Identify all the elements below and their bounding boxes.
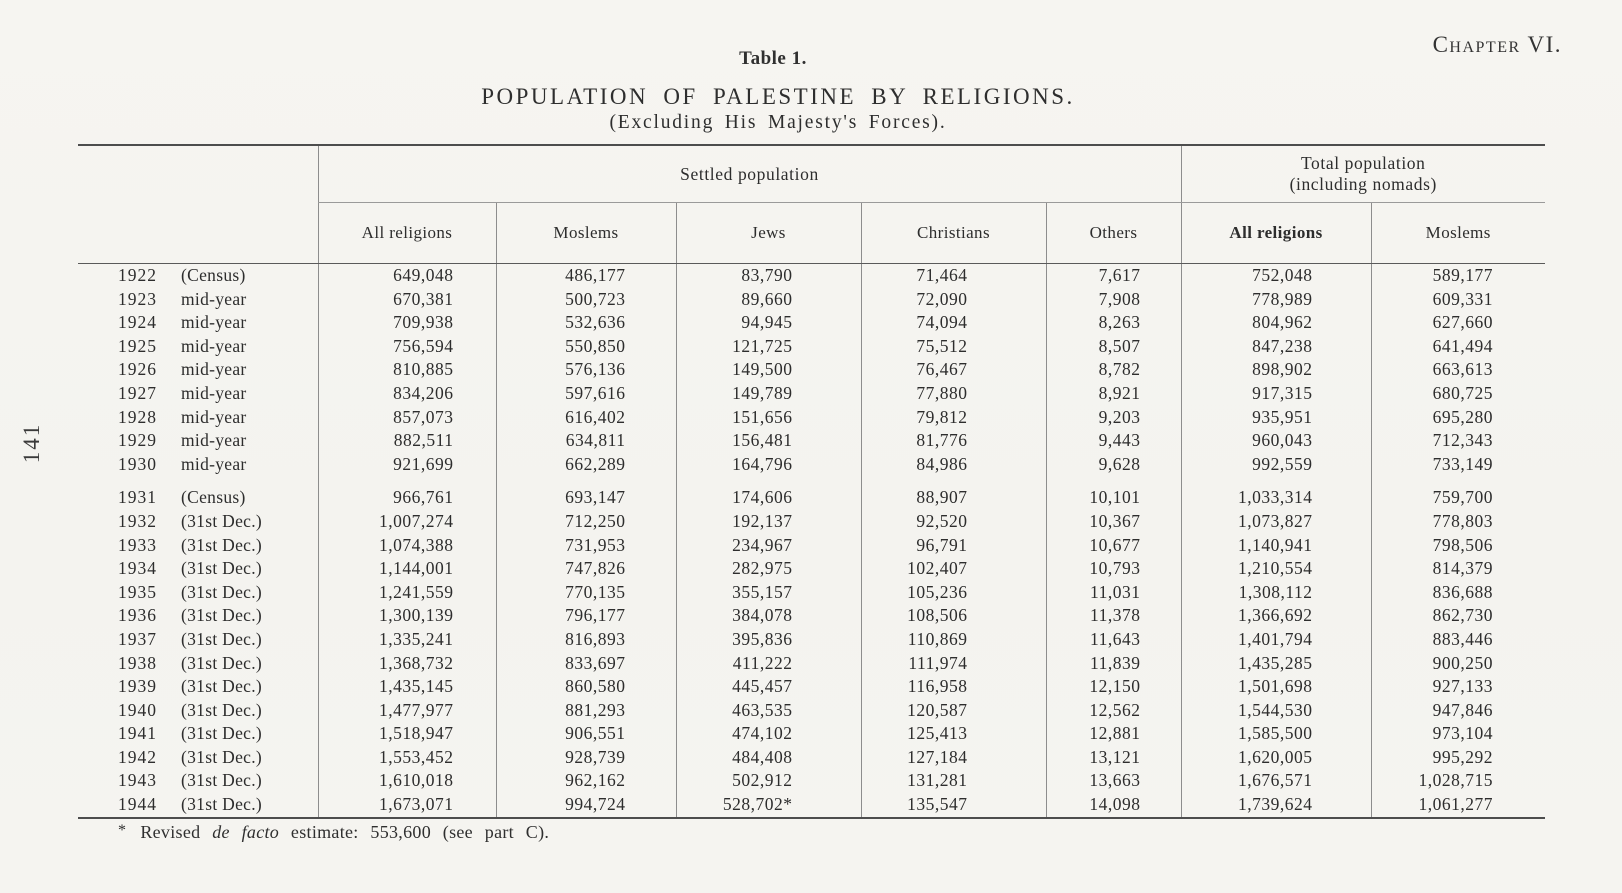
value-cell: 9,443 bbox=[1046, 429, 1181, 453]
value-cell: 94,945 bbox=[676, 311, 861, 335]
value-cell: 1,544,530 bbox=[1181, 699, 1371, 723]
value-cell: 712,250 bbox=[496, 510, 676, 534]
value-cell: 135,547 bbox=[861, 793, 1046, 818]
year-label: 1936 bbox=[118, 605, 157, 626]
value-cell: 695,280 bbox=[1371, 406, 1545, 430]
population-table bbox=[78, 144, 1545, 819]
value-cell: 10,793 bbox=[1046, 557, 1181, 581]
table-row bbox=[78, 534, 1545, 558]
year-label: 1935 bbox=[118, 581, 157, 602]
year-note: (31st Dec.) bbox=[181, 652, 263, 673]
value-cell: 759,700 bbox=[1371, 476, 1545, 510]
value-cell: 9,203 bbox=[1046, 406, 1181, 430]
value-cell: 857,073 bbox=[318, 406, 496, 430]
chapter-heading: Chapter VI. bbox=[1432, 32, 1562, 57]
value-cell: 8,782 bbox=[1046, 358, 1181, 382]
value-cell: 12,150 bbox=[1046, 675, 1181, 699]
year-label: 1923 bbox=[118, 288, 157, 309]
value-cell: 1,140,941 bbox=[1181, 534, 1371, 558]
year-label: 1922 bbox=[118, 265, 157, 285]
value-cell: 589,177 bbox=[1371, 264, 1545, 288]
page-number: 141 bbox=[19, 422, 44, 464]
value-cell: 11,031 bbox=[1046, 581, 1181, 605]
value-cell: 995,292 bbox=[1371, 746, 1545, 770]
value-cell: 121,725 bbox=[676, 335, 861, 359]
value-cell: 105,236 bbox=[861, 581, 1046, 605]
year-cell bbox=[78, 604, 318, 628]
value-cell: 662,289 bbox=[496, 453, 676, 477]
column-header-settled-moslems: Moslems bbox=[496, 203, 676, 264]
value-cell: 164,796 bbox=[676, 453, 861, 477]
value-cell: 1,028,715 bbox=[1371, 769, 1545, 793]
value-cell: 947,846 bbox=[1371, 699, 1545, 723]
value-cell: 11,839 bbox=[1046, 652, 1181, 676]
value-cell: 532,636 bbox=[496, 311, 676, 335]
value-cell: 89,660 bbox=[676, 288, 861, 312]
year-cell bbox=[78, 699, 318, 723]
settled-population-group-header: Settled population bbox=[318, 145, 1181, 203]
value-cell: 804,962 bbox=[1181, 311, 1371, 335]
value-cell: 76,467 bbox=[861, 358, 1046, 382]
value-cell: 994,724 bbox=[496, 793, 676, 818]
value-cell: 13,663 bbox=[1046, 769, 1181, 793]
year-cell bbox=[78, 746, 318, 770]
value-cell: 192,137 bbox=[676, 510, 861, 534]
asterisk-footnote-marker: * bbox=[118, 822, 127, 839]
table-row bbox=[78, 604, 1545, 628]
year-note: mid-year bbox=[181, 312, 247, 333]
year-cell bbox=[78, 793, 318, 818]
year-note: (31st Dec.) bbox=[181, 605, 263, 626]
year-label: 1943 bbox=[118, 770, 157, 791]
value-cell: 120,587 bbox=[861, 699, 1046, 723]
value-cell: 627,660 bbox=[1371, 311, 1545, 335]
value-cell: 712,343 bbox=[1371, 429, 1545, 453]
year-cell bbox=[78, 534, 318, 558]
year-label: 1942 bbox=[118, 746, 157, 767]
value-cell: 906,551 bbox=[496, 722, 676, 746]
value-cell: 77,880 bbox=[861, 382, 1046, 406]
table-row bbox=[78, 675, 1545, 699]
value-cell: 935,951 bbox=[1181, 406, 1371, 430]
year-cell bbox=[78, 406, 318, 430]
value-cell: 798,506 bbox=[1371, 534, 1545, 558]
value-cell: 8,921 bbox=[1046, 382, 1181, 406]
value-cell: 649,048 bbox=[318, 264, 496, 288]
value-cell: 834,206 bbox=[318, 382, 496, 406]
value-cell: 917,315 bbox=[1181, 382, 1371, 406]
value-cell: 731,953 bbox=[496, 534, 676, 558]
value-cell: 149,500 bbox=[676, 358, 861, 382]
year-cell bbox=[78, 581, 318, 605]
value-cell: 796,177 bbox=[496, 604, 676, 628]
value-cell: 131,281 bbox=[861, 769, 1046, 793]
value-cell: 1,033,314 bbox=[1181, 476, 1371, 510]
value-cell: 12,562 bbox=[1046, 699, 1181, 723]
year-cell bbox=[78, 264, 318, 288]
year-label: 1932 bbox=[118, 510, 157, 531]
value-cell: 1,335,241 bbox=[318, 628, 496, 652]
footnote-italic-text: de facto bbox=[212, 822, 280, 842]
value-cell: 463,535 bbox=[676, 699, 861, 723]
year-note: mid-year bbox=[181, 288, 247, 309]
table-row bbox=[78, 264, 1545, 288]
value-cell: 756,594 bbox=[318, 335, 496, 359]
value-cell: 847,238 bbox=[1181, 335, 1371, 359]
year-label: 1925 bbox=[118, 335, 157, 356]
year-note: (31st Dec.) bbox=[181, 770, 263, 791]
value-cell: 860,580 bbox=[496, 675, 676, 699]
value-cell: 1,366,692 bbox=[1181, 604, 1371, 628]
year-cell bbox=[78, 358, 318, 382]
value-cell: 1,553,452 bbox=[318, 746, 496, 770]
column-header-settled-christians: Christians bbox=[861, 203, 1046, 264]
value-cell: 778,989 bbox=[1181, 288, 1371, 312]
year-note: (31st Dec.) bbox=[181, 723, 263, 744]
value-cell: 83,790 bbox=[676, 264, 861, 288]
value-cell: 12,881 bbox=[1046, 722, 1181, 746]
year-cell bbox=[78, 628, 318, 652]
column-header-settled-all-religions: All religions bbox=[318, 203, 496, 264]
value-cell: 528,702* bbox=[676, 793, 861, 818]
year-cell bbox=[78, 722, 318, 746]
value-cell: 111,974 bbox=[861, 652, 1046, 676]
year-label: 1928 bbox=[118, 406, 157, 427]
value-cell: 11,378 bbox=[1046, 604, 1181, 628]
value-cell: 355,157 bbox=[676, 581, 861, 605]
value-cell: 10,677 bbox=[1046, 534, 1181, 558]
value-cell: 1,676,571 bbox=[1181, 769, 1371, 793]
value-cell: 125,413 bbox=[861, 722, 1046, 746]
value-cell: 1,241,559 bbox=[318, 581, 496, 605]
table-row bbox=[78, 288, 1545, 312]
year-label: 1930 bbox=[118, 453, 157, 474]
value-cell: 1,435,285 bbox=[1181, 652, 1371, 676]
value-cell: 486,177 bbox=[496, 264, 676, 288]
value-cell: 10,101 bbox=[1046, 476, 1181, 510]
value-cell: 634,811 bbox=[496, 429, 676, 453]
table-row bbox=[78, 335, 1545, 359]
year-label: 1924 bbox=[118, 312, 157, 333]
value-cell: 670,381 bbox=[318, 288, 496, 312]
value-cell: 411,222 bbox=[676, 652, 861, 676]
year-label: 1931 bbox=[118, 487, 157, 508]
value-cell: 778,803 bbox=[1371, 510, 1545, 534]
table-row bbox=[78, 406, 1545, 430]
value-cell: 1,477,977 bbox=[318, 699, 496, 723]
year-label: 1927 bbox=[118, 382, 157, 403]
table-row bbox=[78, 722, 1545, 746]
total-population-line2: (including nomads) bbox=[1289, 174, 1437, 194]
value-cell: 9,628 bbox=[1046, 453, 1181, 477]
value-cell: 921,699 bbox=[318, 453, 496, 477]
year-note: (31st Dec.) bbox=[181, 510, 263, 531]
value-cell: 88,907 bbox=[861, 476, 1046, 510]
table-row bbox=[78, 311, 1545, 335]
value-cell: 709,938 bbox=[318, 311, 496, 335]
year-label: 1938 bbox=[118, 652, 157, 673]
value-cell: 1,144,001 bbox=[318, 557, 496, 581]
year-note: (31st Dec.) bbox=[181, 581, 263, 602]
footnote bbox=[118, 822, 549, 843]
table-row bbox=[78, 652, 1545, 676]
value-cell: 79,812 bbox=[861, 406, 1046, 430]
year-note: mid-year bbox=[181, 406, 247, 427]
table-row bbox=[78, 581, 1545, 605]
value-cell: 616,402 bbox=[496, 406, 676, 430]
value-cell: 641,494 bbox=[1371, 335, 1545, 359]
year-note: (31st Dec.) bbox=[181, 794, 263, 815]
year-label: 1929 bbox=[118, 430, 157, 451]
value-cell: 1,073,827 bbox=[1181, 510, 1371, 534]
value-cell: 770,135 bbox=[496, 581, 676, 605]
year-label: 1939 bbox=[118, 676, 157, 697]
year-cell bbox=[78, 453, 318, 477]
value-cell: 1,673,071 bbox=[318, 793, 496, 818]
year-note: (31st Dec.) bbox=[181, 676, 263, 697]
value-cell: 816,893 bbox=[496, 628, 676, 652]
value-cell: 151,656 bbox=[676, 406, 861, 430]
value-cell: 900,250 bbox=[1371, 652, 1545, 676]
table-row bbox=[78, 510, 1545, 534]
value-cell: 395,836 bbox=[676, 628, 861, 652]
value-cell: 1,061,277 bbox=[1371, 793, 1545, 818]
value-cell: 881,293 bbox=[496, 699, 676, 723]
table-row bbox=[78, 453, 1545, 477]
value-cell: 474,102 bbox=[676, 722, 861, 746]
value-cell: 11,643 bbox=[1046, 628, 1181, 652]
value-cell: 927,133 bbox=[1371, 675, 1545, 699]
value-cell: 898,902 bbox=[1181, 358, 1371, 382]
year-label: 1926 bbox=[118, 359, 157, 380]
value-cell: 116,958 bbox=[861, 675, 1046, 699]
value-cell: 149,789 bbox=[676, 382, 861, 406]
year-note: mid-year bbox=[181, 453, 247, 474]
value-cell: 92,520 bbox=[861, 510, 1046, 534]
value-cell: 500,723 bbox=[496, 288, 676, 312]
year-cell bbox=[78, 510, 318, 534]
year-note: mid-year bbox=[181, 430, 247, 451]
value-cell: 84,986 bbox=[861, 453, 1046, 477]
year-note: (31st Dec.) bbox=[181, 699, 263, 720]
page-title: POPULATION OF PALESTINE BY RELIGIONS. bbox=[481, 84, 1075, 109]
year-label: 1944 bbox=[118, 794, 157, 815]
value-cell: 174,606 bbox=[676, 476, 861, 510]
value-cell: 102,407 bbox=[861, 557, 1046, 581]
value-cell: 663,613 bbox=[1371, 358, 1545, 382]
table-row bbox=[78, 628, 1545, 652]
year-note: (31st Dec.) bbox=[181, 558, 263, 579]
value-cell: 693,147 bbox=[496, 476, 676, 510]
year-cell bbox=[78, 382, 318, 406]
year-note: (31st Dec.) bbox=[181, 746, 263, 767]
value-cell: 928,739 bbox=[496, 746, 676, 770]
year-note: (31st Dec.) bbox=[181, 534, 263, 555]
value-cell: 1,300,139 bbox=[318, 604, 496, 628]
year-cell bbox=[78, 335, 318, 359]
value-cell: 7,908 bbox=[1046, 288, 1181, 312]
value-cell: 960,043 bbox=[1181, 429, 1371, 453]
year-label: 1934 bbox=[118, 558, 157, 579]
value-cell: 110,869 bbox=[861, 628, 1046, 652]
year-cell bbox=[78, 476, 318, 510]
table-body bbox=[78, 264, 1545, 818]
value-cell: 609,331 bbox=[1371, 288, 1545, 312]
table-label: Table 1. bbox=[739, 48, 807, 69]
value-cell: 1,368,732 bbox=[318, 652, 496, 676]
year-column-header bbox=[78, 145, 318, 264]
value-cell: 992,559 bbox=[1181, 453, 1371, 477]
year-cell bbox=[78, 652, 318, 676]
year-cell bbox=[78, 311, 318, 335]
value-cell: 1,210,554 bbox=[1181, 557, 1371, 581]
value-cell: 1,007,274 bbox=[318, 510, 496, 534]
value-cell: 1,501,698 bbox=[1181, 675, 1371, 699]
value-cell: 14,098 bbox=[1046, 793, 1181, 818]
value-cell: 752,048 bbox=[1181, 264, 1371, 288]
table-row bbox=[78, 769, 1545, 793]
year-cell bbox=[78, 769, 318, 793]
value-cell: 973,104 bbox=[1371, 722, 1545, 746]
year-label: 1940 bbox=[118, 699, 157, 720]
value-cell: 282,975 bbox=[676, 557, 861, 581]
year-label: 1937 bbox=[118, 628, 157, 649]
value-cell: 484,408 bbox=[676, 746, 861, 770]
value-cell: 71,464 bbox=[861, 264, 1046, 288]
year-label: 1933 bbox=[118, 534, 157, 555]
footnote-text-after: estimate: 553,600 (see part C). bbox=[290, 822, 550, 842]
year-note: (Census) bbox=[181, 487, 246, 508]
year-note: (31st Dec.) bbox=[181, 628, 263, 649]
table-row bbox=[78, 429, 1545, 453]
value-cell: 814,379 bbox=[1371, 557, 1545, 581]
value-cell: 966,761 bbox=[318, 476, 496, 510]
value-cell: 1,435,145 bbox=[318, 675, 496, 699]
year-cell bbox=[78, 557, 318, 581]
table-row bbox=[78, 358, 1545, 382]
value-cell: 1,401,794 bbox=[1181, 628, 1371, 652]
value-cell: 1,074,388 bbox=[318, 534, 496, 558]
value-cell: 1,610,018 bbox=[318, 769, 496, 793]
year-note: mid-year bbox=[181, 382, 247, 403]
value-cell: 883,446 bbox=[1371, 628, 1545, 652]
value-cell: 75,512 bbox=[861, 335, 1046, 359]
value-cell: 72,090 bbox=[861, 288, 1046, 312]
table-row bbox=[78, 382, 1545, 406]
year-cell bbox=[78, 675, 318, 699]
value-cell: 96,791 bbox=[861, 534, 1046, 558]
value-cell: 576,136 bbox=[496, 358, 676, 382]
value-cell: 81,776 bbox=[861, 429, 1046, 453]
year-label: 1941 bbox=[118, 723, 157, 744]
column-header-settled-others: Others bbox=[1046, 203, 1181, 264]
value-cell: 8,507 bbox=[1046, 335, 1181, 359]
column-header-total-all-religions: All religions bbox=[1181, 203, 1371, 264]
value-cell: 74,094 bbox=[861, 311, 1046, 335]
value-cell: 127,184 bbox=[861, 746, 1046, 770]
value-cell: 733,149 bbox=[1371, 453, 1545, 477]
value-cell: 1,518,947 bbox=[318, 722, 496, 746]
value-cell: 7,617 bbox=[1046, 264, 1181, 288]
total-population-line1: Total population bbox=[1300, 153, 1426, 173]
value-cell: 747,826 bbox=[496, 557, 676, 581]
value-cell: 13,121 bbox=[1046, 746, 1181, 770]
total-population-group-header bbox=[1181, 145, 1545, 203]
value-cell: 810,885 bbox=[318, 358, 496, 382]
value-cell: 384,078 bbox=[676, 604, 861, 628]
value-cell: 445,457 bbox=[676, 675, 861, 699]
table-row bbox=[78, 699, 1545, 723]
value-cell: 108,506 bbox=[861, 604, 1046, 628]
year-cell bbox=[78, 429, 318, 453]
value-cell: 962,162 bbox=[496, 769, 676, 793]
value-cell: 836,688 bbox=[1371, 581, 1545, 605]
value-cell: 234,967 bbox=[676, 534, 861, 558]
value-cell: 1,308,112 bbox=[1181, 581, 1371, 605]
value-cell: 1,620,005 bbox=[1181, 746, 1371, 770]
value-cell: 1,739,624 bbox=[1181, 793, 1371, 818]
year-note: (Census) bbox=[181, 265, 246, 285]
table-row bbox=[78, 746, 1545, 770]
year-note: mid-year bbox=[181, 335, 247, 356]
value-cell: 862,730 bbox=[1371, 604, 1545, 628]
value-cell: 10,367 bbox=[1046, 510, 1181, 534]
column-header-total-moslems: Moslems bbox=[1371, 203, 1545, 264]
table-row bbox=[78, 793, 1545, 818]
value-cell: 597,616 bbox=[496, 382, 676, 406]
year-note: mid-year bbox=[181, 359, 247, 380]
column-header-settled-jews: Jews bbox=[676, 203, 861, 264]
value-cell: 8,263 bbox=[1046, 311, 1181, 335]
value-cell: 550,850 bbox=[496, 335, 676, 359]
value-cell: 680,725 bbox=[1371, 382, 1545, 406]
value-cell: 833,697 bbox=[496, 652, 676, 676]
value-cell: 156,481 bbox=[676, 429, 861, 453]
value-cell: 502,912 bbox=[676, 769, 861, 793]
table-row bbox=[78, 557, 1545, 581]
value-cell: 1,585,500 bbox=[1181, 722, 1371, 746]
value-cell: 882,511 bbox=[318, 429, 496, 453]
year-cell bbox=[78, 288, 318, 312]
group-header-row bbox=[78, 145, 1545, 203]
page-subtitle: (Excluding His Majesty's Forces). bbox=[609, 112, 947, 133]
table-row bbox=[78, 476, 1545, 510]
footnote-text-before: Revised bbox=[140, 822, 201, 842]
